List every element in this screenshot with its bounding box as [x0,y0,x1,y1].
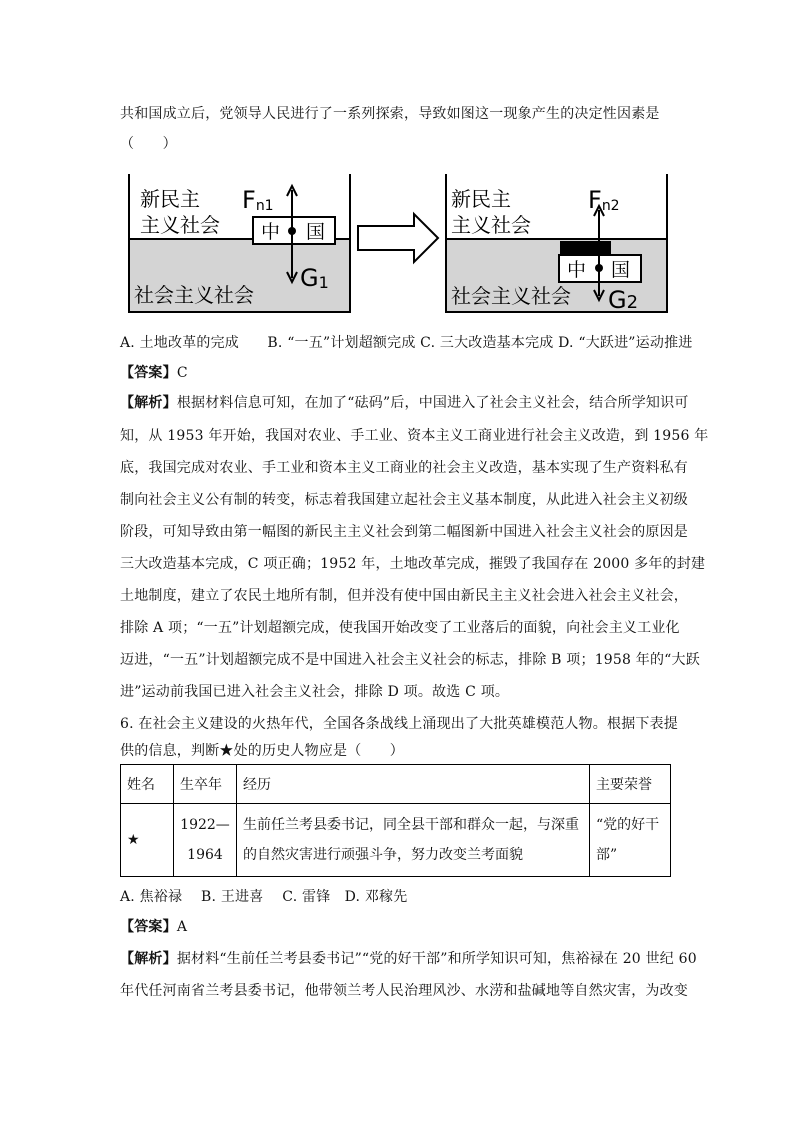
q5-stem-line-2: （ ） [120,136,177,152]
right-weight-block [560,241,611,256]
table-header-row [121,765,671,804]
left-top-label-1: 新民主 [140,187,200,211]
q5-answer-tag: 【答案】 [120,365,177,381]
header-experience: 经历 [237,765,590,804]
transition-arrow [358,214,438,262]
q6-analysis-tag: 【解析】 [120,951,177,967]
q5-analysis-line-4: 制向社会主义公有制的转变，标志着我国建立起社会主义基本制度，从此进入社会主义初级 [120,492,688,508]
right-block-char-1: 中 [567,259,587,281]
q5-analysis-line-8: 排除 A 项；“一五”计划超额完成，使我国开始改变了工业落后的面貌，向社会主义工业化 [120,620,680,636]
q5-analysis-line-5: 阶段，可知导致由第一幅图的新民主主义社会到第二幅图新中国进入社会主义社会的原因是 [120,524,688,540]
left-block-char-1: 中 [261,221,281,243]
header-name: 姓名 [121,765,174,804]
header-honor: 主要荣誉 [590,765,671,804]
q6-answer [120,916,187,936]
q6-options: A. 焦裕禄 B. 王进喜 C. 雷锋 D. 邓稼先 [120,889,408,905]
left-container [129,174,350,312]
header-years: 生卒年 [174,765,237,804]
right-force-down-label: G2 [608,286,639,314]
left-top-label-2: 主义社会 [140,213,220,237]
cell-years: 1922— 1964 [174,804,237,877]
cell-name-star: ★ [121,804,174,877]
q6-answer-value: A [176,919,188,935]
right-bottom-label: 社会主义社会 [451,284,571,308]
q5-analysis-line-9: 迈进，“一五”计划超额完成不是中国进入社会主义社会的标志，排除 B 项；1958 年的“大跃 [120,652,700,668]
q5-answer-value: C [176,365,188,381]
q6-analysis-line-2: 年代任河南省兰考县委书记，他带领兰考人民治理风沙、水涝和盐碱地等自然灾害，为改变 [120,983,688,999]
q5-analysis-line-1: 【解析】根据材料信息可知，在加了“砝码”后，中国进入了社会主义社会，结合所学知识可 [120,395,689,411]
cell-honor: “党的好干 部” [590,804,671,877]
q5-analysis-line-2: 知，从 1953 年开始，我国对农业、手工业、资本主义工商业进行社会主义改造，到 1956 年 [120,428,709,444]
q5-analysis-line-3: 底，我国完成对农业、手工业和资本主义工商业的社会主义改造，基本实现了生产资料私有 [120,460,688,476]
q6-answer-tag: 【答案】 [120,919,177,935]
right-force-up-label: Fn2 [588,186,620,214]
q5-stem-line-1: 共和国成立后，党领导人民进行了一系列探索，导致如图这一现象产生的决定性因素是 [120,106,660,122]
q5-analysis-tag: 【解析】 [120,395,177,411]
cell-experience: 生前任兰考县委书记，同全县干部和群众一起，与深重 的自然灾害进行顽强斗争，努力改变兰考面貌 [237,804,590,877]
left-block-char-2: 国 [306,221,326,243]
q6-stem-line-1: 6. 在社会主义建设的火热年代，全国各条战线上涌现出了大批英雄模范人物。根据下表提 [120,716,679,732]
q5-options: A. 土地改革的完成 B. “一五”计划超额完成 C. 三大改造基本完成 D. “大跃进”运动推进 [120,335,693,351]
q6-analysis-line-1: 【解析】据材料“生前任兰考县委书记”“党的好干部”和所学知识可知，焦裕禄在 20 世纪 60 [120,951,697,967]
hero-info-table [120,764,671,877]
balance-diagram [120,166,680,316]
left-force-up-label: Fn1 [242,186,274,214]
right-top-label-1: 新民主 [451,187,511,211]
left-bottom-label: 社会主义社会 [134,283,254,307]
table-row [121,804,671,877]
q5-answer [120,362,188,382]
q5-analysis-line-7: 土地制度，建立了农民土地所有制，但并没有使中国由新民主主义社会进入社会主义社会， [120,588,688,604]
q5-analysis-line-6: 三大改造基本完成，C 项正确；1952 年，土地改革完成，摧毁了我国存在 2000 多年的封建 [120,556,706,572]
right-block-char-2: 国 [611,259,631,281]
right-top-label-2: 主义社会 [451,213,531,237]
q5-analysis-line-10: 进”运动前我国已进入社会主义社会，排除 D 项。故选 C 项。 [120,684,510,700]
right-container [446,174,667,314]
left-force-down-label: G1 [300,264,329,292]
q6-stem-line-2: 供的信息，判断★处的历史人物应是（ ） [120,743,404,759]
